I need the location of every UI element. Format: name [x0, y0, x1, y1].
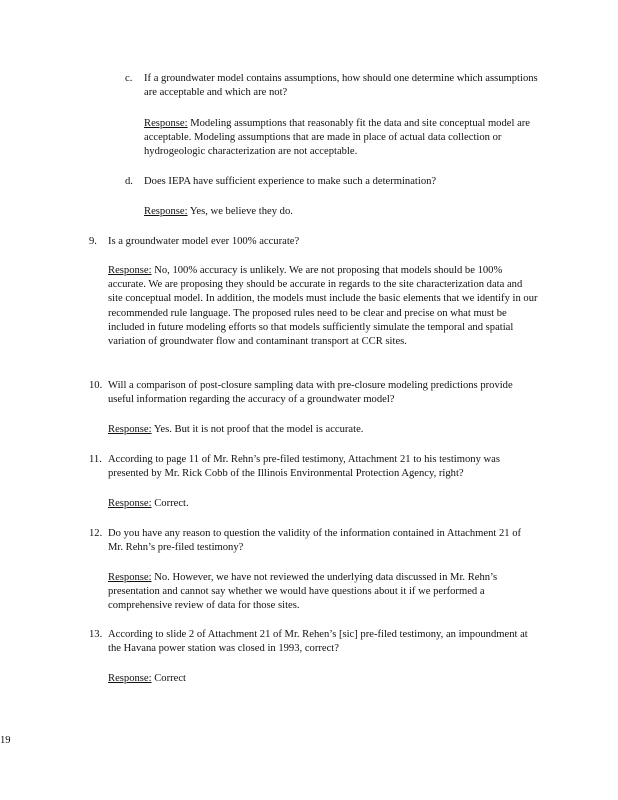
response-12-text: No. However, we have not reviewed the underlying data discussed in Mr. Rehn’s presentation and cannot say whether we would have questions about it if we performed a comprehensive review of data for those sites. — [108, 572, 498, 612]
question-12-text: Do you have any reason to question the validity of the information contained in Attachment 21 of Mr. Rehn’s pre-filed testimony? — [108, 528, 522, 554]
question-c-marker: c. — [125, 73, 133, 84]
question-c-text: If a groundwater model contains assumptions, how should one determine which assumptions are acceptable and which are not? — [144, 73, 538, 99]
question-11-text: According to page 11 of Mr. Rehn’s pre-filed testimony, Attachment 21 to his testimony was presented by Mr. Rick Cobb of the Illinois Environmental Protection Agency, right? — [108, 454, 500, 480]
response-13 — [108, 672, 538, 686]
question-9-marker: 9. — [89, 236, 97, 247]
response-c — [144, 117, 544, 160]
question-13 — [89, 628, 538, 656]
question-10-marker: 10. — [89, 380, 103, 391]
response-c-label: Response: — [144, 118, 188, 129]
question-c — [125, 72, 544, 100]
response-10-text: Yes. But it is not proof that the model is accurate. — [153, 424, 364, 435]
response-c-text: Modeling assumptions that reasonably fit the data and site conceptual model are acceptable. Modeling assumptions that are made in place of actual data collection or hydrogeologic characterization are not acceptable. — [144, 118, 531, 158]
response-d — [144, 205, 544, 219]
response-9-text: No, 100% accuracy is unlikely. We are not proposing that models should be 100% accurate. We are proposing they should be accurate in regards to the site characterization data and site conceptual model. In addition, the models must include the basic elements that we identify in our recommended rule language. The proposed rules need to be clear and precise on what must be included in future modeling efforts so that models sufficiently simulate the temporal and spatial variation of groundwater flow and contaminant transport at CCR sites. — [108, 265, 538, 348]
question-9 — [89, 235, 538, 249]
question-12-marker: 12. — [89, 528, 103, 539]
question-11 — [89, 453, 538, 481]
response-12 — [108, 571, 538, 614]
response-d-label: Response: — [144, 206, 188, 217]
question-10-text: Will a comparison of post-closure sampling data with pre-closure modeling predictions provide useful information regarding the accuracy of a groundwater model? — [108, 380, 513, 406]
response-9 — [108, 264, 538, 349]
response-10 — [108, 423, 538, 437]
question-d-marker: d. — [125, 176, 133, 187]
response-12-label: Response: — [108, 572, 152, 583]
response-13-text: Correct — [154, 673, 186, 684]
question-12 — [89, 527, 538, 555]
response-9-label: Response: — [108, 265, 152, 276]
question-13-text: According to slide 2 of Attachment 21 of Mr. Rehen’s [sic] pre-filed testimony, an impoundment at the Havana power station was closed in 1993, correct? — [108, 629, 528, 655]
question-13-marker: 13. — [89, 629, 103, 640]
page-number: 19 — [0, 735, 11, 746]
question-11-marker: 11. — [89, 454, 102, 465]
response-13-label: Response: — [108, 673, 152, 684]
response-11 — [108, 497, 538, 511]
question-9-text: Is a groundwater model ever 100% accurate? — [108, 236, 300, 247]
response-d-text: Yes, we believe they do. — [189, 206, 293, 217]
question-10 — [89, 379, 538, 407]
response-11-text: Correct. — [154, 498, 189, 509]
question-d-text: Does IEPA have sufficient experience to make such a determination? — [144, 176, 437, 187]
question-d — [125, 175, 544, 189]
response-11-label: Response: — [108, 498, 152, 509]
response-10-label: Response: — [108, 424, 152, 435]
